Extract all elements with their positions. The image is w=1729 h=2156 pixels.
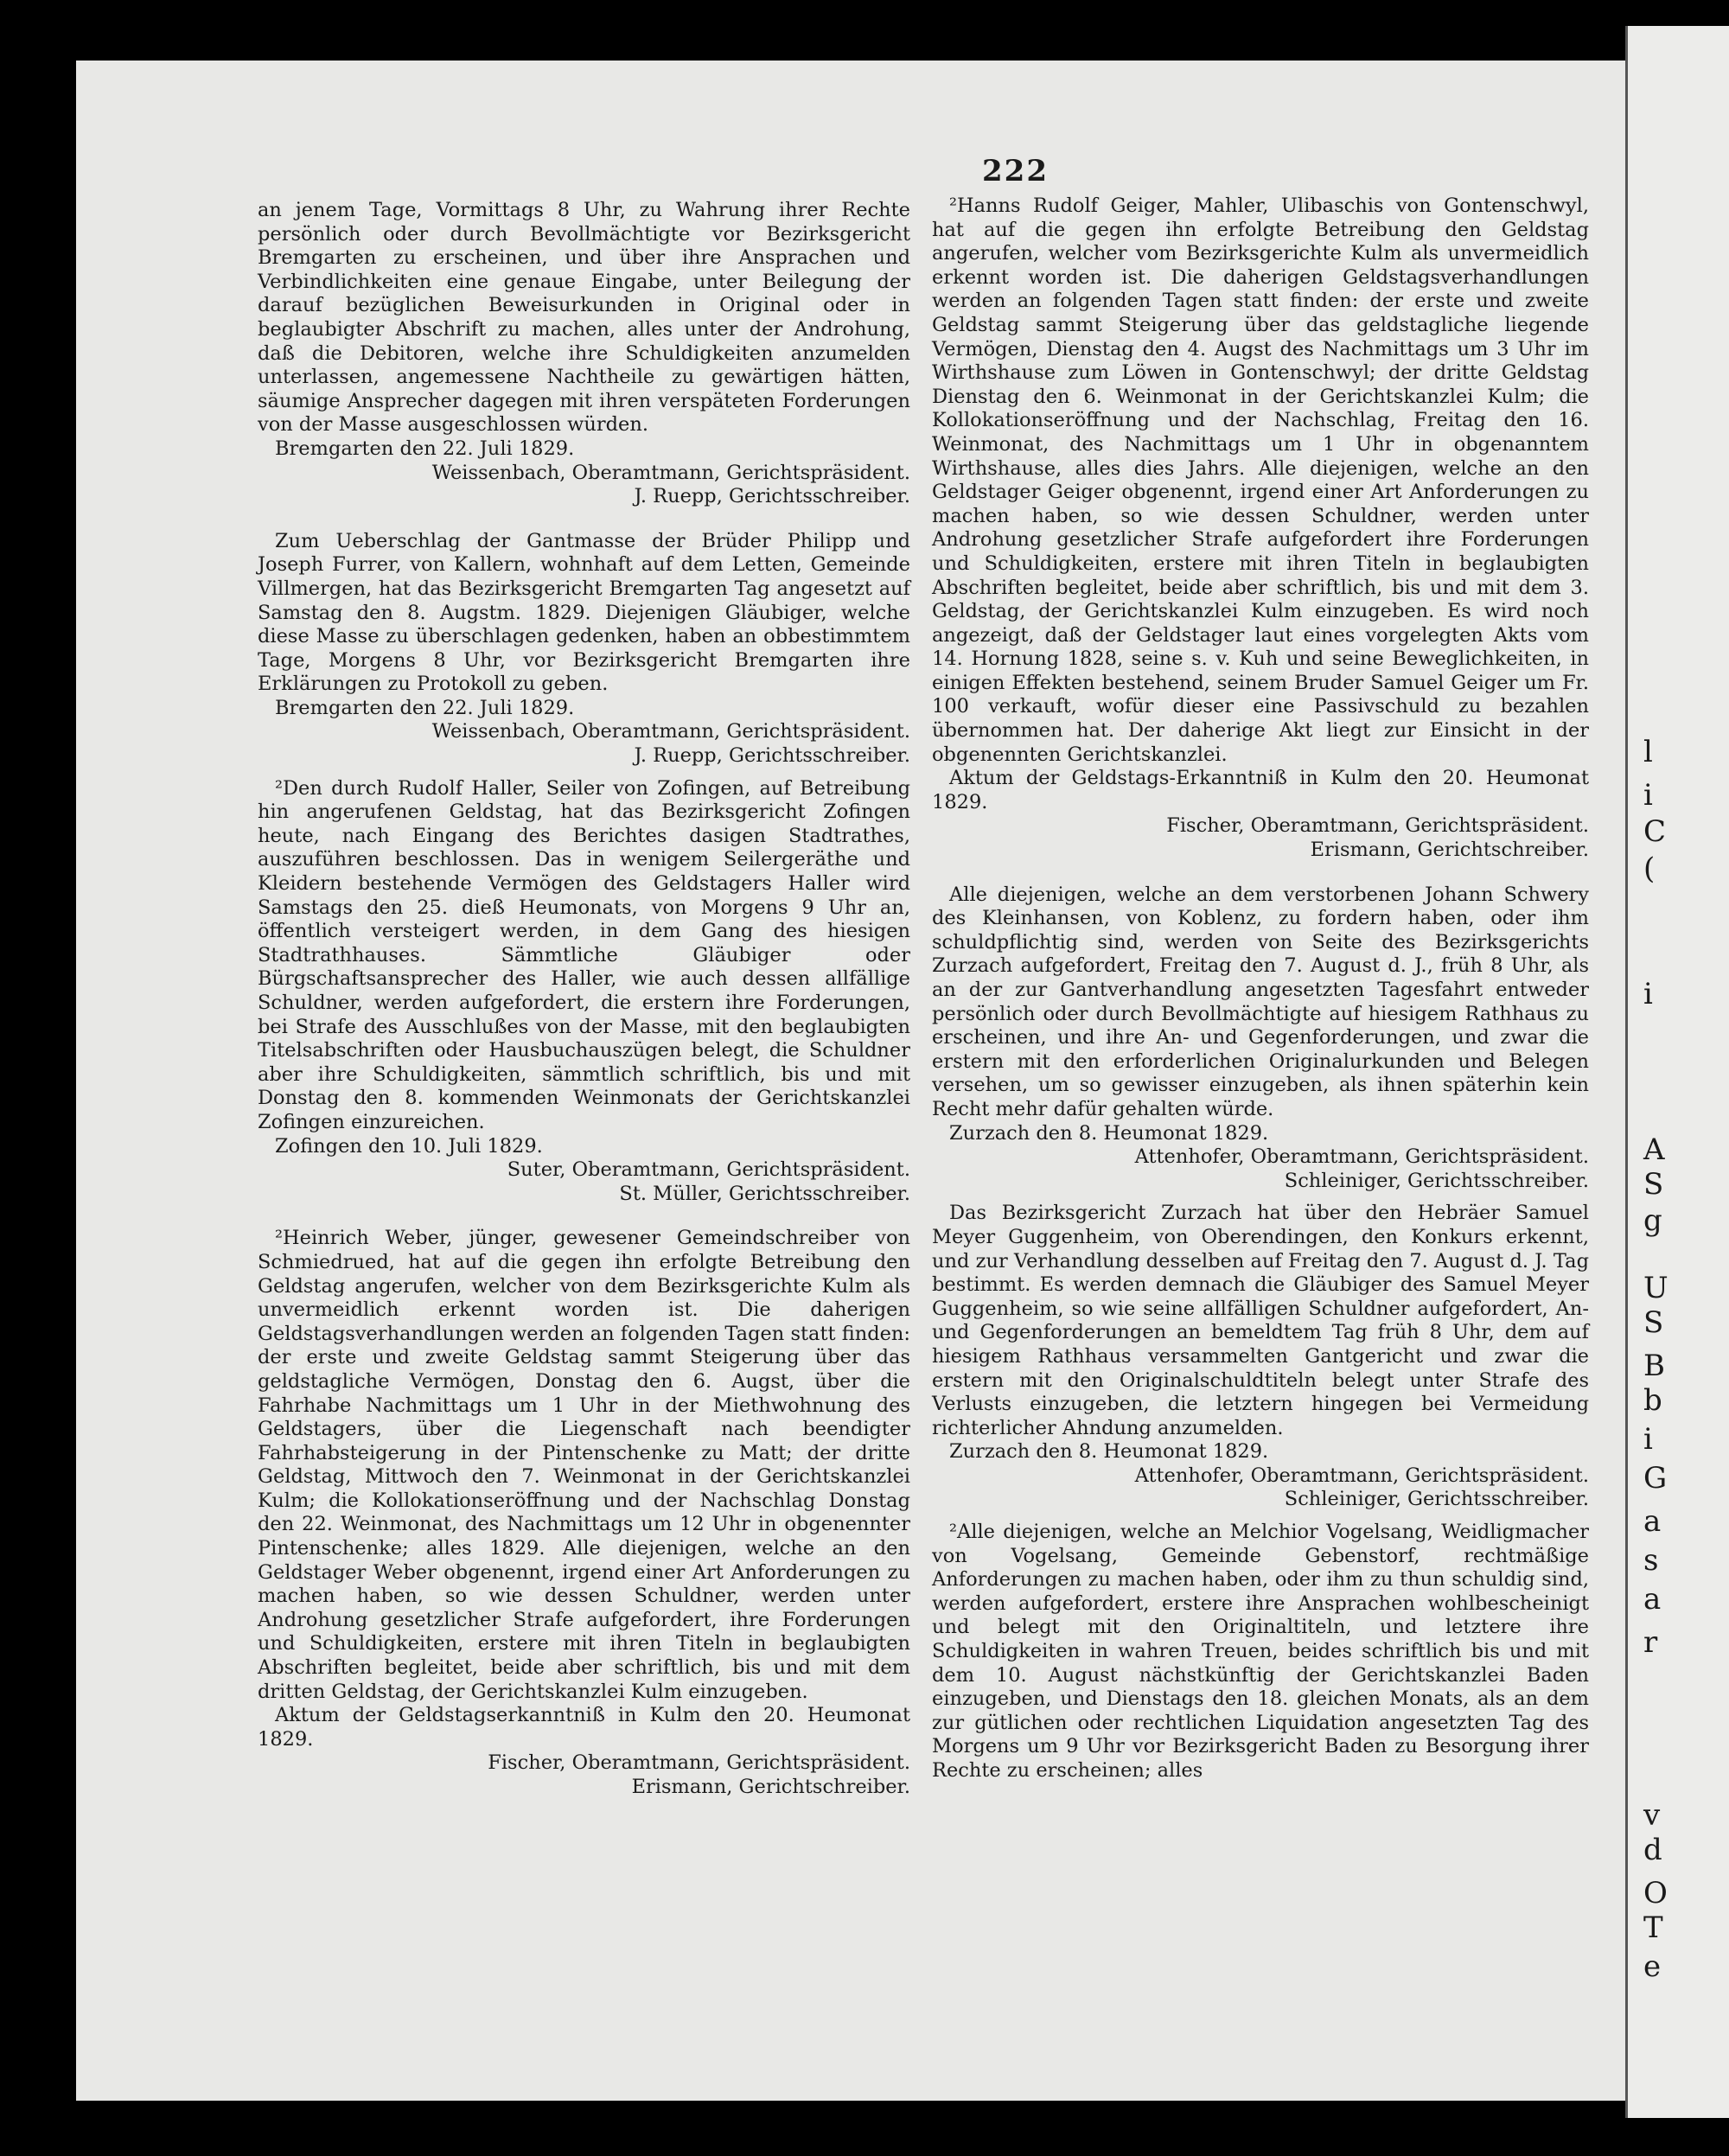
notice-body: ²Den durch Rudolf Haller, Seiler von Zofingen, auf Betreibung hin angerufenen Geldstag, hat das Bezirksgericht Zofingen heute, nach Eingang des Berichtes dasigen Stadtrathes, auszuführen beschlossen. Das in wenigem Seilergeräthe und Kleidern bestehende Vermögen des Geldstagers Haller wird Samstags den 25. dieß Heumonats, von Morgens 9 Uhr an, öffentlich versteigert werden, in dem Gang des hiesigen Stadtrathhauses. Sämmtliche Gläubiger oder Bürgschaftsansprecher des Haller, wie auch dessen allfällige Schuldner, werden aufgefordert, die erstern ihre Forderungen, bei Strafe des Ausschlußes von der Masse, mit den beglaubigten Titelsabschriften oder Hausbuchauszügen belegt, die Schuldner aber ihre Schuldigkeiten, sämmtlich schriftlich, bis und mit Donstag den 8. kommenden Weinmonats der Gerichtskanzlei Zofingen einzureichen. (258, 776, 910, 1133)
notice-furrer-gantmasse (258, 530, 910, 769)
notice-dateline: Zurzach den 8. Heumonat 1829. (949, 1121, 1269, 1145)
adjacent-page-fragment: s (1643, 1543, 1659, 1578)
adjacent-page-fragment: A (1643, 1132, 1665, 1167)
right-column (932, 195, 1589, 1792)
notice-haller-geldstag (258, 777, 910, 1207)
notice-signature-president: Attenhofer, Oberamtmann, Gerichtspräsident. (1134, 1464, 1589, 1487)
adjacent-page-fragment: O (1643, 1876, 1668, 1910)
adjacent-page-fragment: b (1643, 1383, 1662, 1418)
notice-signature-clerk: Schleiniger, Gerichtsschreiber. (1284, 1169, 1589, 1192)
notice-signature-president: Fischer, Oberamtmann, Gerichtspräsident. (488, 1751, 910, 1775)
adjacent-page-edge (1625, 26, 1729, 2118)
left-column (258, 199, 910, 1808)
notice-guggenheim-konkurs (932, 1202, 1589, 1512)
notice-signature-president: Fischer, Oberamtmann, Gerichtspräsident. (1166, 814, 1589, 838)
notice-dateline: Zurzach den 8. Heumonat 1829. (949, 1440, 1269, 1464)
notice-signature-clerk: St. Müller, Gerichtsschreiber. (619, 1182, 910, 1205)
adjacent-page-fragment: C (1643, 814, 1667, 849)
adjacent-page-fragment: i (1643, 977, 1653, 1011)
adjacent-page-fragment: d (1643, 1833, 1662, 1867)
adjacent-page-fragment: a (1643, 1582, 1662, 1617)
adjacent-page-fragment: B (1643, 1349, 1665, 1383)
adjacent-page-fragment: S (1643, 1167, 1664, 1202)
notice-dateline: Aktum der Geldstags-Erkanntniß in Kulm den 20. Heumonat 1829. (932, 767, 1589, 813)
notice-signature-clerk: J. Ruepp, Gerichtsschreiber. (634, 744, 910, 768)
adjacent-page-fragment: i (1643, 1422, 1653, 1457)
notice-signature-clerk: J. Ruepp, Gerichtsschreiber. (634, 485, 910, 508)
adjacent-page-fragment: G (1643, 1461, 1668, 1496)
notice-signature-president: Attenhofer, Oberamtmann, Gerichtspräsident. (1134, 1145, 1589, 1169)
notice-signature-clerk: Erismann, Gerichtschreiber. (631, 1776, 910, 1798)
notice-schwery-gant (932, 883, 1589, 1194)
notice-body: ²Alle diejenigen, welche an Melchior Vogelsang, Weidligmacher von Vogelsang, Gemeinde Gebenstorf, rechtmäßige Anforderungen zu machen haben, oder ihm zu thun schuldig sind, werden aufgefordert, erstere ihre Ansprachen wohlbescheinigt und belegt mit den Originaltiteln, und letztere ihre Schuldigkeiten in wahren Treuen, beides schriftlich bis und mit dem 10. August nächstkünftig der Gerichtskanzlei Baden einzugeben, und Dienstags den 18. gleichen Monats, als an dem zur gütlichen oder rechtlichen Liquidation angesetzten Tag des Morgens um 9 Uhr vor Bezirksgericht Baden zu Besorgung ihrer Rechte zu erscheinen; alles (932, 1521, 1589, 1782)
adjacent-page-fragment: v (1643, 1798, 1661, 1833)
notice-bremgarten-eingabe (258, 199, 910, 509)
notice-body: ²Heinrich Weber, jünger, gewesener Gemeindschreiber von Schmiedrued, hat auf die gegen ihn erfolgte Betreibung den Geldstag angerufen, welcher von dem Bezirksgerichte Kulm als unvermeidlich erkennt worden ist. Die daherigen Geldstagsverhandlungen werden an folgenden Tagen statt finden: der erste und zweite Geldstag sammt Steigerung über das geldstagliche Vermögen, Donstag den 6. Augst, über die Fahrhabe Nachmittags um 1 Uhr in der Miethwohnung des Geldstagers, über die Liegenschaft nach beendigter Fahrhabsteigerung in der Pintenschenke zu Matt; der dritte Geldstag, Mittwoch den 7. Weinmonat in der Gerichtskanzlei Kulm; die Kollokationseröffnung und der Nachschlag Donstag den 22. Weinmonat, des Nachmittags um 12 Uhr in obgenennter Pintenschenke; alles 1829. Alle diejenigen, welche an den Geldstager Weber obgenennt, irgend einer Art Anforderungen zu machen haben, so wie dessen Schuldner, werden unter Androhung gesetzlicher Strafe aufgefordert, ihre Forderungen und Schuldigkeiten, erstere mit ihren Titeln in beglaubigten Abschriften begleitet, beide aber schriftlich, bis und mit dem dritten Geldstag, der Gerichtskanzlei Kulm einzugeben. (258, 1227, 910, 1703)
notice-dateline: Zofingen den 10. Juli 1829. (275, 1134, 543, 1158)
notice-body: an jenem Tage, Vormittags 8 Uhr, zu Wahrung ihrer Rechte persönlich oder durch Bevollmächtigte vor Bezirksgericht Bremgarten zu erscheinen, und über ihre Ansprachen und Verbindlichkeiten eine genaue Eingabe, unter Beilegung der darauf bezüglichen Beweisurkunden in Original oder in beglaubigter Abschrift zu machen, alles unter der Androhung, daß die Debitoren, welche ihre Schuldigkeiten anzumelden unterlassen, angemessene Nachtheile zu gewärtigen hätten, säumige Ansprecher dagegen mit ihren verspäteten Forderungen von der Masse ausgeschlossen würden. (258, 199, 910, 437)
notice-signature-president: Weissenbach, Oberamtmann, Gerichtspräsident. (431, 461, 910, 484)
notice-weber-geldstag (258, 1227, 910, 1799)
notice-body: Alle diejenigen, welche an dem verstorbenen Johann Schwery des Kleinhansen, von Koblenz, zu fordern haben, oder ihm schuldpflichtig sind, werden von Seite des Bezirksgerichts Zurzach aufgefordert, Freitag den 7. August d. J., früh 8 Uhr, als an der zur Gantverhandlung angesetzten Tagesfahrt entweder persönlich oder durch Bevollmächtigte auf hiesigem Rathhaus zu erscheinen, und ihre An- und Gegenforderungen, und zwar die erstern mit den erforderlichen Originalurkunden und Belegen versehen, um so gewisser einzugeben, als ihnen späterhin kein Recht mehr dafür gehalten würde. (932, 883, 1589, 1120)
notice-dateline: Bremgarten den 22. Juli 1829. (275, 696, 575, 719)
adjacent-page-fragment: r (1643, 1625, 1658, 1660)
adjacent-page-fragment: a (1643, 1504, 1662, 1539)
adjacent-page-fragment: g (1643, 1203, 1662, 1238)
adjacent-page-fragment: T (1643, 1910, 1663, 1945)
adjacent-page-fragment: U (1643, 1271, 1668, 1305)
adjacent-page-fragment: S (1643, 1305, 1664, 1340)
adjacent-page-fragment: ( (1643, 852, 1656, 886)
notice-body: Zum Ueberschlag der Gantmasse der Brüder Philipp und Joseph Furrer, von Kallern, wohnhaft auf dem Letten, Gemeinde Villmergen, hat das Bezirksgericht Bremgarten Tag angesetzt auf Samstag den 8. Augstm. 1829. Diejenigen Gläubiger, welche diese Masse zu überschlagen gedenken, haben an obbestimmtem Tage, Morgens 8 Uhr, vor Bezirksgericht Bremgarten ihre Erklärungen zu Protokoll zu geben. (258, 529, 910, 696)
notice-body: Das Bezirksgericht Zurzach hat über den Hebräer Samuel Meyer Guggenheim, von Oberendingen, den Konkurs erkennt, und zur Verhandlung desselben auf Freitag den 7. August d. J. Tag bestimmt. Es werden demnach die Gläubiger des Samuel Meyer Guggenheim, so wie seine allfälligen Schuldner aufgefordert, An- und Gegenforderungen an bemeldtem Tag früh 8 Uhr, dem auf hiesigem Rathhaus versammelten Gantgericht und zwar die erstern mit den Originalschuldtiteln belegt unter Strafe des Verlusts einzugeben, die letztern hingegen bei Vermeidung richterlicher Ahndung anzumelden. (932, 1202, 1589, 1439)
notice-signature-president: Weissenbach, Oberamtmann, Gerichtspräsident. (431, 720, 910, 743)
notice-dateline: Bremgarten den 22. Juli 1829. (275, 437, 575, 460)
notice-geiger-geldstag (932, 195, 1589, 863)
notice-signature-president: Suter, Oberamtmann, Gerichtspräsident. (507, 1158, 910, 1182)
page-number: 222 (982, 154, 1049, 188)
notice-dateline: Aktum der Geldstagserkanntniß in Kulm den 20. Heumonat 1829. (258, 1704, 910, 1751)
notice-body: ²Hanns Rudolf Geiger, Mahler, Ulibaschis von Gontenschwyl, hat auf die gegen ihn erfolgte Betreibung den Geldstag angerufen, welcher vom Bezirksgerichte Kulm als unvermeidlich erkennt worden ist. Die daherigen Geldstagsverhandlungen werden an folgenden Tagen statt finden: der erste und zweite Geldstag sammt Steigerung über das geldstagliche liegende Vermögen, Dienstag den 4. Augst des Nachmittags um 3 Uhr im Wirthshause zum Löwen in Gontenschwyl; der dritte Geldstag Dienstag den 6. Weinmonat in der Gerichtskanzlei Kulm; die Kollokationseröffnung und der Nachschlag, Freitag den 16. Weinmonat, des Nachmittags um 1 Uhr in obgenanntem Wirthshause, alles dies Jahrs. Alle diejenigen, welche an den Geldstager Geiger obgenennt, irgend einer Art Anforderungen zu machen haben, so wie dessen Schuldner, werden unter Androhung gesetzlicher Strafe aufgefordert ihre Forderungen und Schuldigkeiten, erstere mit ihren Titeln in beglaubigten Abschriften begleitet, beide aber schriftlich, bis und mit dem 3. Geldstag, der Gerichtskanzlei Kulm einzugeben. Es wird noch angezeigt, daß der Geldstager laut eines vorgelegten Akts vom 14. Hornung 1828, seine s. v. Kuh und seine Beweglichkeiten, in einigen Effekten bestehend, seinem Bruder Samuel Geiger um Fr. 100 verkauft, wofür dieser eine Passivschuld zu bezahlen übernommen hat. Der daherige Akt liegt zur Einsicht in der obgenennten Gerichtskanzlei. (932, 195, 1589, 766)
adjacent-page-fragment: i (1643, 778, 1653, 813)
notice-vogelsang-forderungen (932, 1521, 1589, 1783)
adjacent-page-fragment: l (1643, 735, 1653, 769)
newspaper-page (76, 61, 1684, 2101)
notice-signature-clerk: Schleiniger, Gerichtsschreiber. (1284, 1488, 1589, 1511)
adjacent-page-fragment: e (1643, 1949, 1662, 1984)
notice-signature-clerk: Erismann, Gerichtschreiber. (1310, 839, 1589, 862)
